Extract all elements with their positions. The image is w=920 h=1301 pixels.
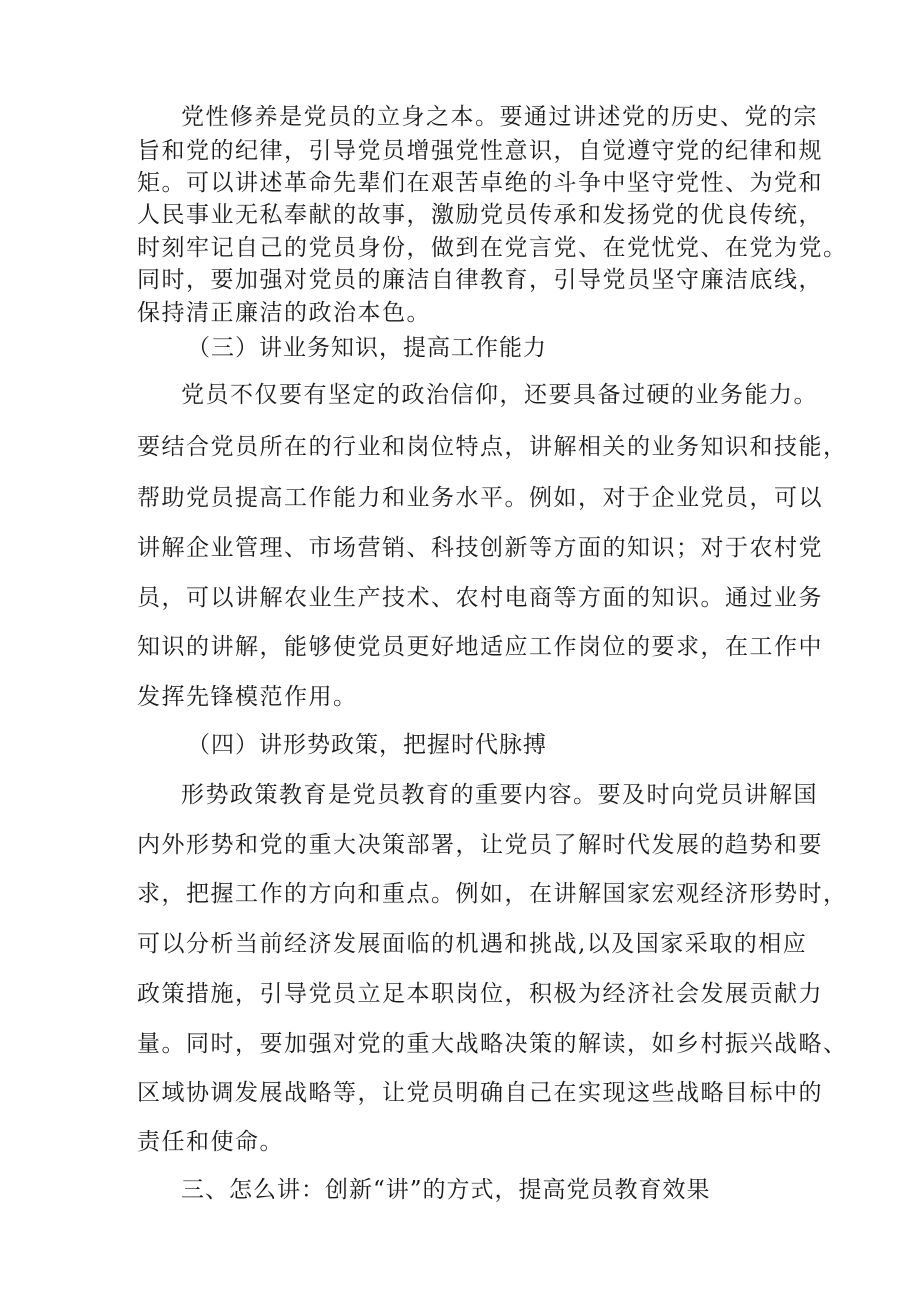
paragraph-line: 求，把握工作的方向和重点。例如，在讲解国家宏观经济形势时， — [137, 881, 848, 907]
paragraph-line: 量。同时，要加强对党的重大战略决策的解读，如乡村振兴战略、 — [137, 1031, 848, 1057]
paragraph-line: 人民事业无私奉献的故事，激励党员传承和发扬党的优良传统， — [137, 202, 823, 228]
paragraph-line: 知识的讲解，能够使党员更好地适应工作岗位的要求，在工作中 — [137, 634, 823, 660]
subsection-heading: （四）讲形势政策，把握时代脉搏 — [187, 732, 547, 758]
paragraph-line: 政策措施，引导党员立足本职岗位，积极为经济社会发展贡献力 — [137, 981, 823, 1007]
paragraph-line: 同时，要加强对党员的廉洁自律教育，引导党员坚守廉洁底线， — [137, 267, 823, 293]
paragraph-line: 可以分析当前经济发展面临的机遇和挑战,以及国家采取的相应 — [137, 931, 808, 957]
paragraph-line: 党性修养是党员的立身之本。要通过讲述党的历史、党的宗 — [181, 104, 818, 130]
paragraph-line: 要结合党员所在的行业和岗位特点，讲解相关的业务知识和技能， — [137, 434, 848, 460]
section-heading: 三、怎么讲：创新“讲”的方式，提高党员教育效果 — [181, 1177, 711, 1203]
paragraph-line: 保持清正廉洁的政治本色。 — [137, 300, 431, 326]
paragraph-line: 时刻牢记自己的党员身份，做到在党言党、在党忧党、在党为党。 — [137, 235, 848, 261]
paragraph-line: 帮助党员提高工作能力和业务水平。例如，对于企业党员，可以 — [137, 485, 823, 511]
paragraph-line: 责任和使命。 — [137, 1129, 284, 1155]
paragraph-line: 内外形势和党的重大决策部署，让党员了解时代发展的趋势和要 — [137, 832, 823, 858]
paragraph-line: 发挥先锋模范作用。 — [137, 684, 358, 710]
paragraph-line: 员，可以讲解农业生产技术、农村电商等方面的知识。通过业务 — [137, 585, 823, 611]
paragraph-line: 讲解企业管理、市场营销、科技创新等方面的知识；对于农村党 — [137, 535, 823, 561]
subsection-heading: （三）讲业务知识，提高工作能力 — [187, 335, 547, 361]
paragraph-line: 旨和党的纪律，引导党员增强党性意识，自觉遵守党的纪律和规 — [137, 138, 823, 164]
paragraph-line: 矩。可以讲述革命先辈们在艰苦卓绝的斗争中坚守党性、为党和 — [137, 170, 823, 196]
paragraph-line: 形势政策教育是党员教育的重要内容。要及时向党员讲解国 — [181, 782, 818, 808]
paragraph-line: 党员不仅要有坚定的政治信仰，还要具备过硬的业务能力。 — [181, 382, 818, 408]
paragraph-line: 区域协调发展战略等，让党员明确自己在实现这些战略目标中的 — [137, 1080, 823, 1106]
